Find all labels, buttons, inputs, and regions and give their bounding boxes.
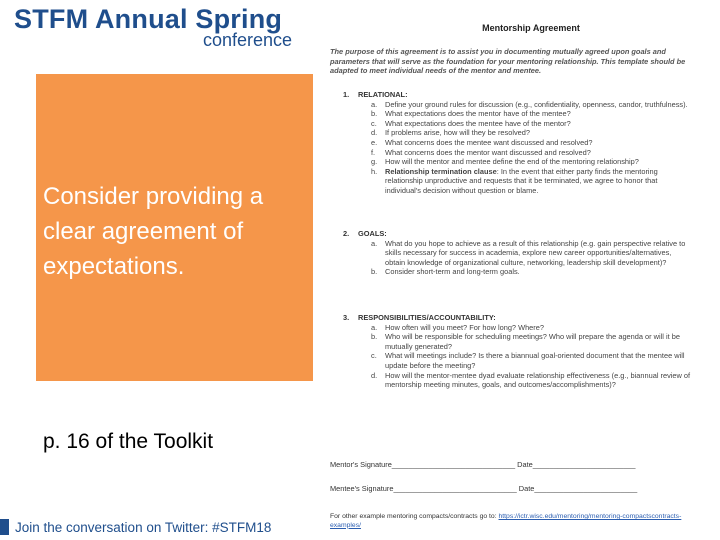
footer-prefix: For other example mentoring compacts/contracts go to: xyxy=(330,513,499,520)
logo-title: STFM Annual Spring xyxy=(14,4,283,34)
list-item: d. How will the mentor-mentee dyad evaluate relationship effectiveness (e.g., biannual review of mentorship meeting minutes, goals, and outcomes/accomplishments)? xyxy=(371,370,691,390)
page-reference: p. 16 of the Toolkit xyxy=(43,430,214,453)
list-item: c. What expectations does the mentee have of the mentor? xyxy=(371,118,571,128)
mentor-signature-line: Mentor's Signature______________________________ Date_________________________ xyxy=(330,460,636,469)
section-heading: 1. RELATIONAL: xyxy=(343,90,408,99)
section-heading: 3. RESPONSIBILITIES/ACCOUNTABILITY: xyxy=(343,313,496,322)
section-relational xyxy=(343,90,691,196)
footer-bar-icon xyxy=(0,519,9,535)
list-item: a. Define your ground rules for discussion (e.g., confidentiality, openness, candor, truthfulness). xyxy=(371,99,688,109)
callout-text: Consider providing a clear agreement of expectations. xyxy=(43,183,264,280)
section-goals xyxy=(343,229,691,277)
list-item: c. What will meetings include? Is there a biannual goal-oriented document that the mentee will update before the meeting? xyxy=(371,351,685,370)
conference-logo xyxy=(14,4,304,48)
document-intro: The purpose of this agreement is to assist you in documenting mutually agreed upon goals and parameters that will serve as the foundation for your mentoring relationship. This template should be adapted to meet individual needs of the mentor and mentee. xyxy=(330,47,686,76)
twitter-text: Join the conversation on Twitter: #STFM18 xyxy=(15,519,272,535)
section-responsibilities xyxy=(343,313,691,390)
list-item: g. How will the mentor and mentee define the end of the mentoring relationship? xyxy=(371,157,639,167)
document-footer-note xyxy=(330,513,692,530)
list-item: e. What concerns does the mentee want discussed and resolved? xyxy=(371,137,593,147)
document-title: Mentorship Agreement xyxy=(482,23,580,33)
list-item: a. How often will you meet? For how long? Where? xyxy=(371,322,544,332)
examples-link[interactable]: https://ictr.wisc.edu/mentoring/mentoring-compactscontracts-examples/ xyxy=(330,513,682,529)
list-item: h. Relationship termination clause: In the event that either party finds the mentoring relationship unproductive and requests that it be terminated, we agree to honor that individual's decision without question or blame. xyxy=(371,166,658,195)
logo-subtitle: conference xyxy=(202,30,292,50)
list-item: b. Consider short-term and long-term goals. xyxy=(371,267,520,277)
list-item: b. What expectations does the mentor have of the mentee? xyxy=(371,109,571,119)
list-item: a. What do you hope to achieve as a result of this relationship (e.g. gain perspective relative to skills necessary for success in academia, explore new career opportunities/alternatives, obtain knowledge of organizational culture, networking, leadership skill development)? xyxy=(371,238,686,267)
twitter-footer xyxy=(0,517,271,537)
mentee-signature-line: Mentee's Signature______________________________ Date_________________________ xyxy=(330,484,638,493)
list-item: d. If problems arise, how will they be resolved? xyxy=(371,128,531,138)
callout-box xyxy=(36,74,313,381)
list-item: b. Who will be responsible for scheduling meetings? Who will prepare the agenda or will it be mutually generated? xyxy=(371,332,680,351)
list-item: f. What concerns does the mentor want discussed and resolved? xyxy=(371,147,591,157)
section-heading: 2. GOALS: xyxy=(343,229,387,238)
mentorship-agreement-document xyxy=(330,23,692,529)
